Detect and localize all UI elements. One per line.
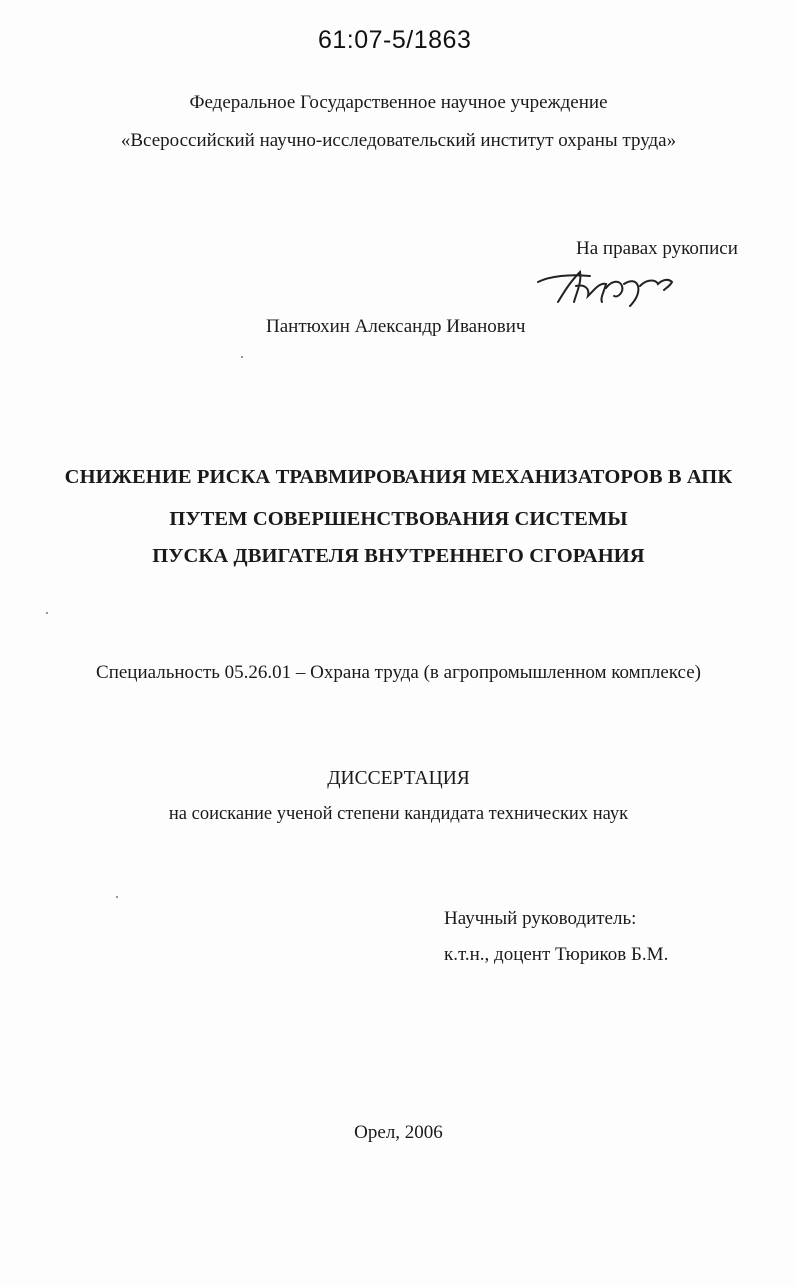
title-line-1: СНИЖЕНИЕ РИСКА ТРАВМИРОВАНИЯ МЕХАНИЗАТОРОВ В АПК <box>64 466 733 488</box>
scan-speck <box>116 896 118 898</box>
title-line-2: ПУТЕМ СОВЕРШЕНСТВОВАНИЯ СИСТЕМЫ <box>169 508 628 530</box>
author-name: Пантюхин Александр Иванович <box>266 316 526 337</box>
institution-line-1: Федеральное Государственное научное учреждение <box>189 92 608 113</box>
scan-speck <box>46 612 48 614</box>
scan-speck <box>241 356 243 358</box>
place-year: Орел, 2006 <box>354 1122 443 1143</box>
advisor-label: Научный руководитель: <box>444 908 637 929</box>
title-line-3: ПУСКА ДВИГАТЕЛЯ ВНУТРЕННЕГО СГОРАНИЯ <box>152 545 645 567</box>
document-type: ДИССЕРТАЦИЯ <box>327 768 470 789</box>
institution-line-2: «Всероссийский научно-исследовательский институт охраны труда» <box>120 130 677 151</box>
degree-line: на соискание ученой степени кандидата технических наук <box>168 804 629 824</box>
archive-stamp: 61:07-5/1863 <box>318 26 472 54</box>
signature-icon <box>530 262 690 310</box>
specialty: Специальность 05.26.01 – Охрана труда (в агропромышленном комплексе) <box>96 662 701 683</box>
advisor-name: к.т.н., доцент Тюриков Б.М. <box>444 944 669 965</box>
manuscript-note: На правах рукописи <box>576 238 738 259</box>
